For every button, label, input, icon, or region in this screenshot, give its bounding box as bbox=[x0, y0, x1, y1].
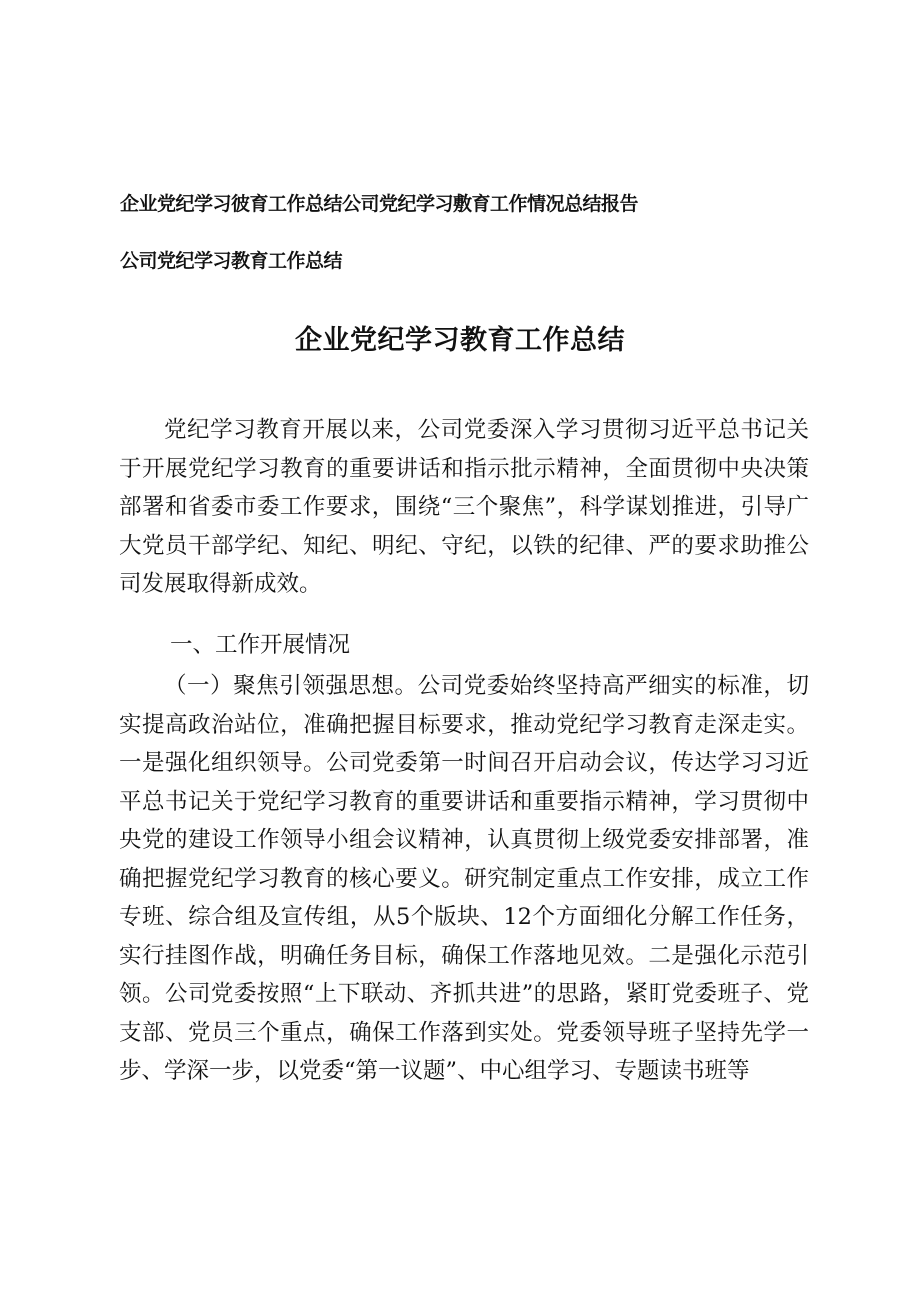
main-heading: 企业党纪学习教育工作总结 bbox=[295, 325, 625, 356]
document-title-line-2: 公司党纪学习教育工作总结 bbox=[120, 250, 343, 272]
section-1-paragraph: （一）聚焦引领强思想。公司党委始终坚持高严细实的标准，切实提高政治站位，准确把握目标要求，推动党纪学习教育走深走实。一是强化组织领导。公司党委第一时间召开启动会议，传达学习习近平总书记关于党纪学习教育的重要讲话和重要指示精神，学习贯彻中央党的建设工作领导小组会议精神，认真贯彻上级党委安排部署，准确把握党纪学习教育的核心要义。研究制定重点工作安排，成立工作专班、综合组及宣传组，从5个版块、12个方面细化分解工作任务，实行挂图作战，明确任务目标，确保工作落地见效。二是强化示范引领。公司党委按照“上下联动、齐抓共进”的思路，紧盯党委班子、党支部、党员三个重点，确保工作落到实处。党委领导班子坚持先学一步、学深一步，以党委“第一议题”、中心组学习、专题读书班等 bbox=[119, 673, 809, 1084]
intro-paragraph: 党纪学习教育开展以来，公司党委深入学习贯彻习近平总书记关于开展党纪学习教育的重要讲话和指示批示精神，全面贯彻中央决策部署和省委市委工作要求，围绕“三个聚焦”，科学谋划推进，引导广大党员干部学纪、知纪、明纪、守纪，以铁的纪律、严的要求助推公司发展取得新成效。 bbox=[119, 417, 809, 597]
document-title-line-1: 企业党纪学习彼育工作总结公司党纪学习敷育工作情况总结报告 bbox=[120, 193, 639, 215]
section-heading-work-progress: 一、工作开展情况 bbox=[170, 632, 351, 658]
